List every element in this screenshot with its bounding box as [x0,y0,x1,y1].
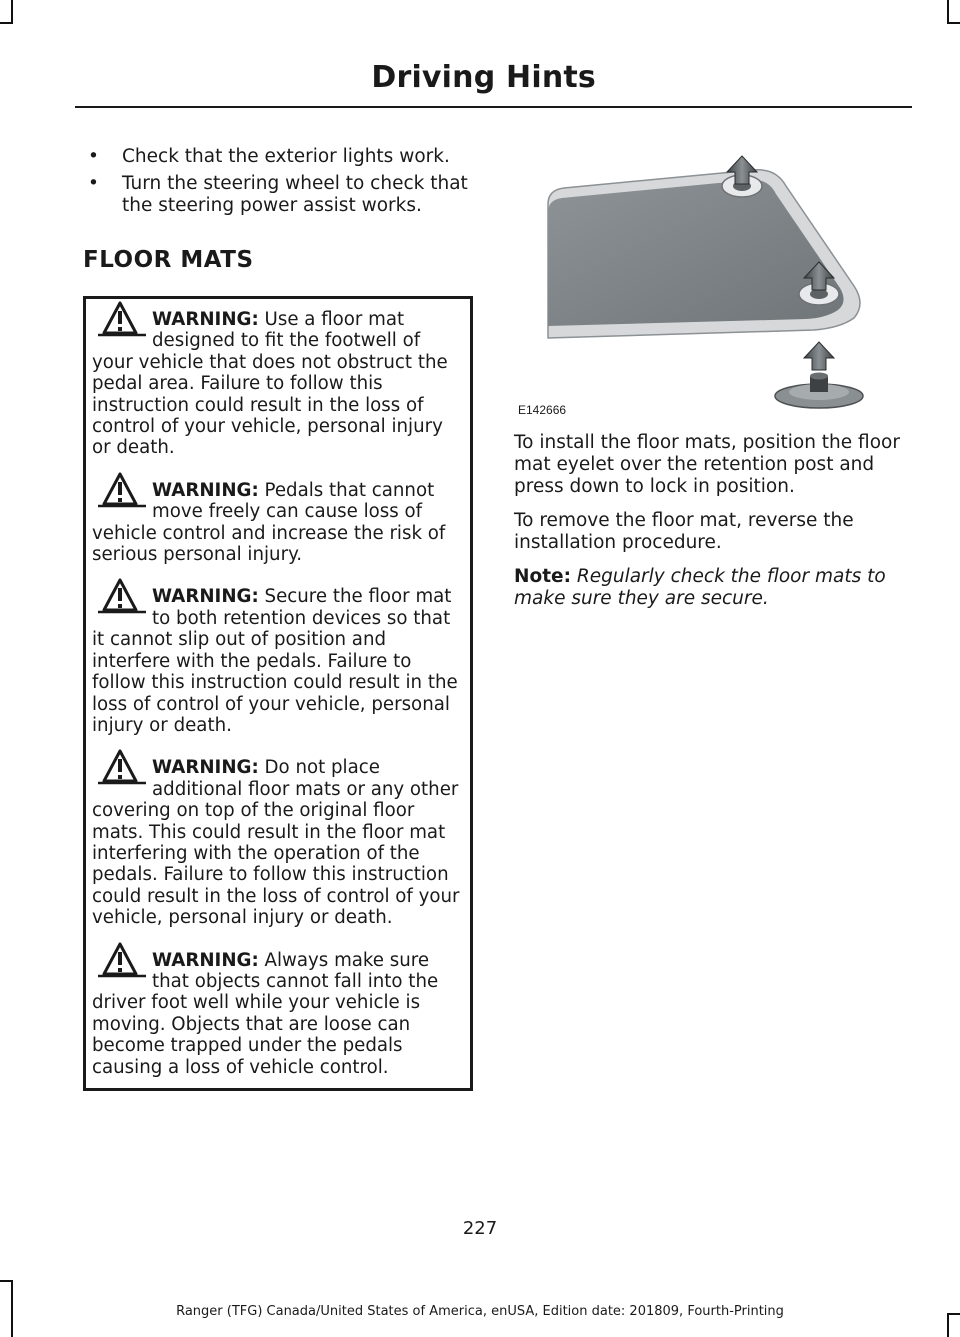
warning-triangle-icon [92,938,148,982]
crop-mark [947,0,949,24]
footer-text: Ranger (TFG) Canada/United States of America, enUSA, Edition date: 201809, Fourth-Printing [176,1304,784,1319]
warning-text: Do not place additional floor mats or any other covering on top of the original floor mats. This could result in the floor mat interfering with the operation of the pedals. Failure to follow this instruction could result in the loss of control of your vehicle, personal injury or death. [92,757,460,929]
remove-instructions: To remove the floor mat, reverse the installation procedure. [514,510,854,553]
warning-item [92,757,464,928]
crop-mark [947,22,960,24]
warning-text: Pedals that cannot move freely can cause loss of vehicle control and increase the risk of serious personal injury. [92,479,446,566]
figure-code: E142666 [518,403,567,417]
warning-triangle-icon [92,574,148,618]
list-item [83,173,473,217]
crop-mark [11,0,13,24]
list-item-text: Check that the exterior lights work. [122,146,450,167]
warning-item [92,586,464,736]
warning-label: WARNING: [152,309,259,330]
crop-mark [0,1280,13,1282]
warning-text: Always make sure that objects cannot fall into the driver foot well while your vehicle is moving. Objects that are loose can become trapped under the pedals causing a loss of vehicle control. [92,949,439,1078]
warning-item [92,950,464,1078]
warning-label: WARNING: [152,757,259,779]
warning-label: WARNING: [152,949,259,971]
warning-item [92,480,464,566]
install-instructions: To install the floor mats, position the floor mat eyelet over the retention post and press down to lock in position. [514,432,900,497]
page-title: Driving Hints [371,60,596,95]
warning-triangle-icon [92,468,148,512]
warning-box [83,296,473,1091]
list-item-text: Turn the steering wheel to check that the steering power assist works. [122,173,468,216]
note [514,566,910,610]
bullet-marker: • [88,173,99,194]
note-label: Note: [514,566,571,587]
arrow-up-icon [804,342,834,370]
crop-mark [0,22,13,24]
page-number: 227 [462,1218,498,1239]
right-column [514,432,910,622]
bullet-marker: • [88,146,99,167]
retention-post-cap [810,373,828,380]
floor-mat-illustration [514,150,910,420]
warning-item [92,309,464,459]
header-rule [75,106,912,108]
section-heading: FLOOR MATS [83,247,254,273]
left-column [83,146,473,1091]
warning-triangle-icon [92,297,148,341]
floor-mat-drawing [514,150,910,420]
warning-label: WARNING: [152,479,259,501]
warning-text: Secure the floor mat to both retention devices so that it cannot slip out of position and interfere with the pedals. Failure to follow this instruction could result in the loss of control of your vehicle, personal injury or death. [92,586,458,736]
warning-label: WARNING: [152,586,259,608]
floor-mat [548,180,844,326]
warning-text: Use a floor mat designed to fit the footwell of your vehicle that does not obstruct the pedal area. Failure to follow this instruction could result in the loss of control of your vehicle, personal injury or death. [92,309,448,459]
note-text: Regularly check the floor mats to make sure they are secure. [514,566,886,609]
list-item [83,146,473,168]
warning-triangle-icon [92,745,148,789]
